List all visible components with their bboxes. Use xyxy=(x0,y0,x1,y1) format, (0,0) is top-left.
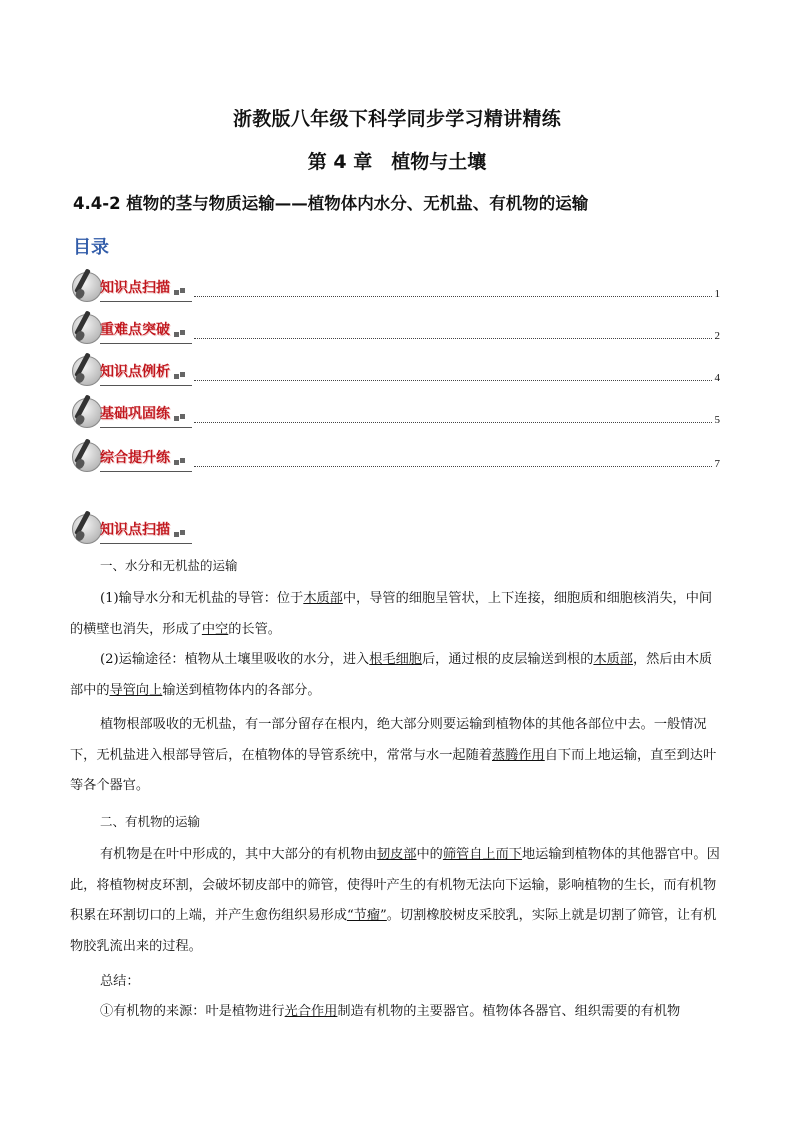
text: 木质部中的 xyxy=(70,652,713,698)
toc-entry-label: 知识点例析 xyxy=(100,364,170,380)
badge-underline xyxy=(100,343,192,344)
section-badge xyxy=(70,512,194,546)
text: (2)运输途径：植物从土壤里吸收的水分，进入 xyxy=(100,652,370,667)
text: 自下而上地运输，直至到达叶等各个器官。 xyxy=(70,747,717,793)
toc-badge xyxy=(70,270,194,304)
toc-badge xyxy=(70,440,194,474)
text: 中，导管的细胞呈管状，上下连接，细胞质和细胞核消失， xyxy=(342,591,686,606)
toc-entry-label: 基础巩固练 xyxy=(100,406,170,422)
key-term: 木质部 xyxy=(303,591,343,606)
text: 有机物是在叶中形成的，其中大部分的有机物由 xyxy=(100,847,377,862)
paragraph-vessels xyxy=(70,584,724,645)
text: 中间的横壁也消失，形成了 xyxy=(70,591,713,637)
toc-badge xyxy=(70,312,194,346)
summary-label: 总结： xyxy=(100,974,140,989)
heading-organic: 二、有机物的运输 xyxy=(100,814,201,829)
toc-leader-dots xyxy=(194,466,712,467)
section-badge-label: 知识点扫描 xyxy=(100,522,170,538)
squares-icon xyxy=(174,414,188,422)
badge-underline xyxy=(100,385,192,386)
series-title: 浙教版八年级下科学同步学习精讲精练 xyxy=(232,108,562,130)
key-term: 蒸腾作用 xyxy=(492,747,545,763)
badge-underline xyxy=(100,427,192,428)
toc-page-number: 2 xyxy=(714,330,720,342)
key-term: 木质部 xyxy=(593,652,633,667)
toc-page-number: 4 xyxy=(714,372,720,384)
toc-badge xyxy=(70,396,194,430)
text: 。切割橡胶树皮采胶乳，实际上就是切割了筛管，让有机物胶乳流出来的过程。 xyxy=(70,908,717,954)
key-term: 根毛细胞 xyxy=(369,652,422,667)
text: 输送到植物体内的各部分。 xyxy=(162,682,321,698)
paragraph-pathway xyxy=(70,645,724,706)
text: 中的 xyxy=(416,847,443,862)
text: 植物根部吸收的无机盐，有一部分留存在根内，绝大部分则要运输到植物体的其他各部位中去。一般情况下，无机盐进入根部导管后，在植物体的导管系统中，常常与水一起随着 xyxy=(70,717,707,763)
lesson-title: 4.4-2 植物的茎与物质运输——植物体内水分、无机盐、有机物的运输 xyxy=(73,194,589,213)
section-badge-inner xyxy=(70,512,194,546)
toc-entry[interactable] xyxy=(70,312,720,346)
squares-icon xyxy=(174,330,188,338)
text: (1)输导水分和无机盐的导管：位于 xyxy=(100,591,304,606)
toc-entry[interactable] xyxy=(70,440,720,474)
toc-entry[interactable] xyxy=(70,270,720,304)
squares-icon xyxy=(174,372,188,380)
toc-entry-label: 重难点突破 xyxy=(100,322,170,338)
toc-entry[interactable] xyxy=(70,396,720,430)
toc-entry-label: 知识点扫描 xyxy=(100,280,170,296)
key-term: 中空 xyxy=(201,621,229,637)
text: 地运输到植物体的其他器官中。因此，将植物树皮环割，会破坏韧皮部中的筛管，使得叶产生的有机物无法向下运输，影响植物的生长，而有机物积累在环割切口的上端，并产生愈伤组织易形成 xyxy=(70,847,720,923)
toc-entry[interactable] xyxy=(70,354,720,388)
text: ①有机物的来源：叶是植物进行 xyxy=(100,1004,285,1019)
paragraph-source xyxy=(70,997,724,1028)
chapter-title: 第 4 章 植物与土壤 xyxy=(307,151,487,173)
text: ，然后由 xyxy=(633,652,686,667)
key-term: 导管向上 xyxy=(109,682,163,698)
key-term: “节瘤” xyxy=(346,908,387,923)
badge-underline xyxy=(100,301,192,302)
squares-icon xyxy=(174,458,188,466)
toc-leader-dots xyxy=(194,338,712,339)
squares-icon xyxy=(174,288,188,296)
key-term: 光合作用 xyxy=(284,1004,338,1019)
key-term: 筛管自上而下 xyxy=(442,847,522,862)
text: 后，通过根的皮层输送到根的 xyxy=(422,652,594,667)
paragraph-minerals xyxy=(70,710,724,802)
toc-leader-dots xyxy=(194,296,712,297)
toc-leader-dots xyxy=(194,422,712,423)
toc-page-number: 5 xyxy=(714,414,720,426)
paragraph-organic xyxy=(70,840,724,962)
badge-underline xyxy=(100,543,192,544)
heading-water-minerals: 一、水分和无机盐的运输 xyxy=(100,558,238,573)
squares-icon xyxy=(174,530,188,538)
text: 制造有机物的主要器官。植物体各器官、组织需要的有机物 xyxy=(337,1004,681,1019)
toc-badge xyxy=(70,354,194,388)
toc-page-number: 1 xyxy=(714,288,720,300)
text: 的长管。 xyxy=(228,621,281,637)
badge-underline xyxy=(100,471,192,472)
key-term: 韧皮部 xyxy=(376,847,417,862)
toc-leader-dots xyxy=(194,380,712,381)
toc-entry-label: 综合提升练 xyxy=(100,450,170,466)
toc-heading: 目录 xyxy=(73,237,109,258)
toc-page-number: 7 xyxy=(714,458,720,470)
